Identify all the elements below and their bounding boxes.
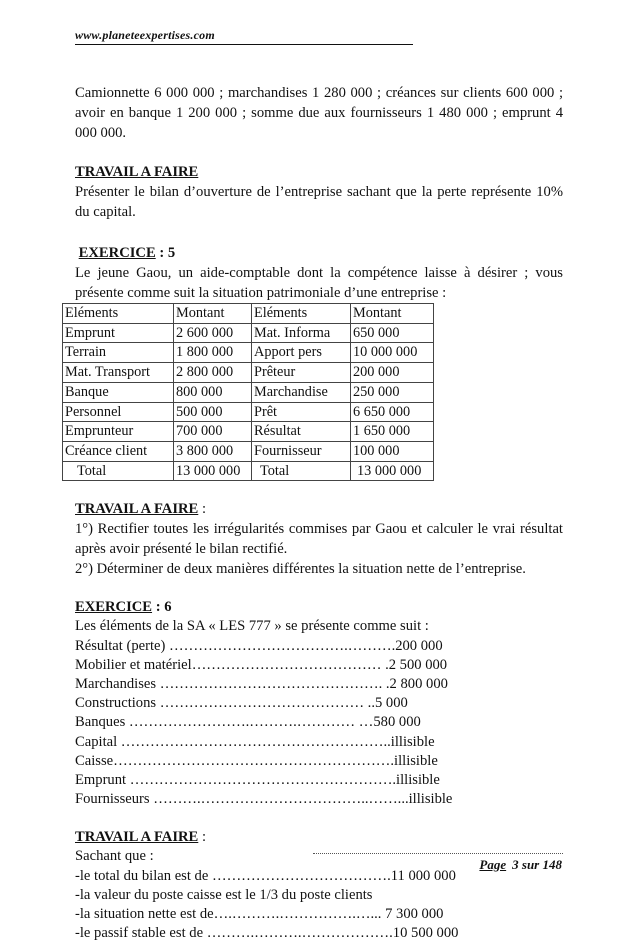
table-cell: 200 000 [351,363,434,383]
page-label: Page [479,857,507,872]
table-cell: Marchandise [252,382,351,402]
condition-item: -la valeur du poste caisse est le 1/3 du poste clients [75,886,373,903]
page-footer [479,857,562,873]
travail-heading-3: TRAVAIL A FAIRE : [75,829,206,846]
table-cell: Apport pers [252,343,351,363]
table-cell: Créance client [63,441,174,461]
table-row [63,422,434,442]
condition-item: -le passif stable est de ……….……….……………….10 500 000 [75,925,459,942]
table-row [63,441,434,461]
table-cell: 700 000 [174,422,252,442]
table-cell: Eléments [63,304,174,324]
list-item: Capital ………………………………………………..illisible [75,733,435,750]
table-cell: 13 000 000 [351,461,434,481]
situation-table [62,303,434,481]
list-item: Résultat (perte) ……………………………….……….200 000 [75,637,443,654]
table-cell: 1 650 000 [351,422,434,442]
travail-heading-2: TRAVAIL A FAIRE : [75,501,206,518]
table-cell: 800 000 [174,382,252,402]
table-total-row [63,461,434,481]
table-cell: 13 000 000 [174,461,252,481]
travail-heading-1: TRAVAIL A FAIRE [75,164,199,180]
table-cell: Prêt [252,402,351,422]
exercice-6-list [75,617,563,809]
table-cell: 10 000 000 [351,343,434,363]
list-item: Constructions …………………………………… ..5 000 [75,695,408,712]
table-cell: Résultat [252,422,351,442]
page-number: 3 sur 148 [512,857,562,872]
table-row [63,382,434,402]
table-cell: Personnel [63,402,174,422]
table-cell: Eléments [252,304,351,324]
table-cell: 500 000 [174,402,252,422]
list-item: Caisse………………………………………………….illisible [75,752,438,769]
table-cell: 6 650 000 [351,402,434,422]
travail-text-1: Présenter le bilan d’ouverture de l’entreprise sachant que la perte représente 10% du capital. [75,184,563,220]
exercice-6-heading: EXERCICE : 6 [75,599,172,616]
table-cell: 250 000 [351,382,434,402]
table-cell: 100 000 [351,441,434,461]
exercice-5-text: Le jeune Gaou, un aide-comptable dont la compétence laisse à désirer ; vous présente comme suit la situation patrimoniale d’une entreprise : [75,265,563,301]
table-cell: 2 600 000 [174,323,252,343]
sachant-label: Sachant que : [75,848,154,865]
table-row [63,343,434,363]
exercice-6-intro: Les éléments de la SA « LES 777 » se présente comme suit : [75,618,429,635]
table-cell: 3 800 000 [174,441,252,461]
table-cell: Total [63,461,174,481]
document-page [65,28,563,943]
list-item: Banques …………………….……….………… …580 000 [75,714,421,731]
list-item: Mobilier et matériel………………………………… .2 500 000 [75,656,448,673]
site-url[interactable]: www.planeteexpertises.com [75,28,413,45]
table-cell: Montant [351,304,434,324]
list-item: Marchandises ………………………………………. .2 800 000 [75,675,448,692]
question-1: 1°) Rectifier toutes les irrégularités commises par Gaou et calculer le vrai résultat après avoir présenté le bilan rectifié. [75,521,563,558]
table-cell: Total [252,461,351,481]
table-cell: 2 800 000 [174,363,252,383]
table-cell: Banque [63,382,174,402]
table-cell: Mat. Transport [63,363,174,383]
condition-item: -la situation nette est de….……….…………….…... 7 300 000 [75,905,444,922]
table-header-row [63,304,434,324]
list-item: Emprunt ……………………………………………….illisible [75,771,440,788]
table-cell: Emprunt [63,323,174,343]
list-item: Fournisseurs ……….……………………………..……...illisible [75,791,453,808]
table-cell: Terrain [63,343,174,363]
table-cell: Emprunteur [63,422,174,442]
table-row [63,363,434,383]
exercice-5-heading: EXERCICE : 5 [78,245,176,261]
footer-divider [313,853,563,854]
table-row [63,402,434,422]
table-cell: 650 000 [351,323,434,343]
table-cell: Prêteur [252,363,351,383]
table-cell: 1 800 000 [174,343,252,363]
question-2: 2°) Déterminer de deux manières différentes la situation nette de l’entreprise. [75,561,526,578]
table-cell: Montant [174,304,252,324]
condition-item: -le total du bilan est de ……………………………….11 000 000 [75,867,456,884]
table-row [63,323,434,343]
table-cell: Fournisseur [252,441,351,461]
intro-paragraph: Camionnette 6 000 000 ; marchandises 1 280 000 ; créances sur clients 600 000 ; avoir en banque 1 200 000 ; somme due aux fournisseurs 1 480 000 ; emprunt 4 000 000. [75,85,563,141]
table-cell: Mat. Informa [252,323,351,343]
